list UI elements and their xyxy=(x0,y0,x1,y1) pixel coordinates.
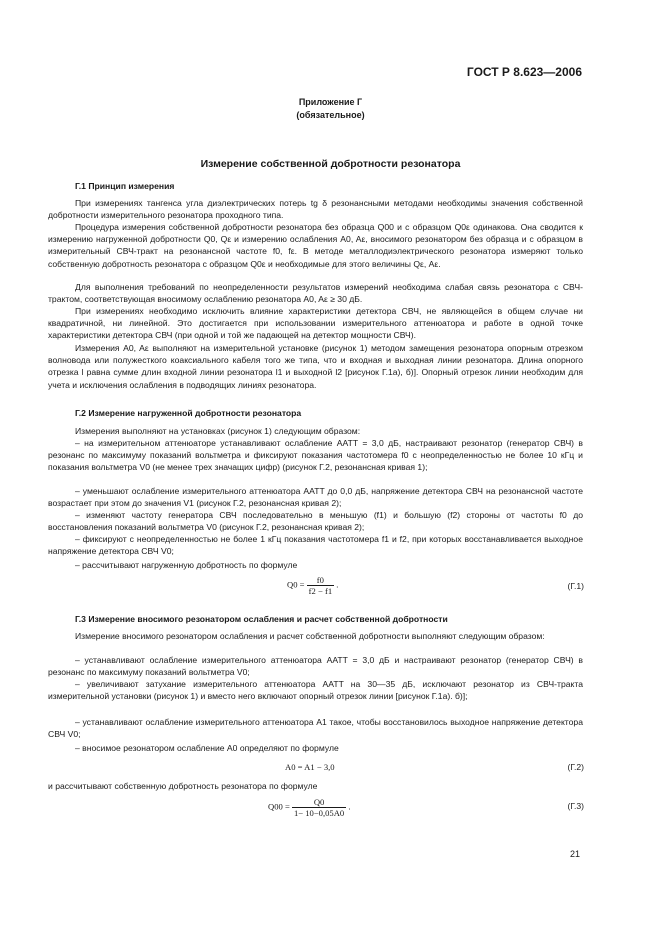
formula-denominator: f2 − f1 xyxy=(308,586,333,596)
standard-header: ГОСТ Р 8.623—2006 xyxy=(466,65,582,79)
formula-tail: . xyxy=(336,579,339,590)
paragraph: – изменяют частоту генератора СВЧ последовательно в меньшую (f1) и большую (f2) стороны от частоты f0 до восстановления показаний вольтметра V0 (рисунок Г.2, резонансная кривая 2); xyxy=(48,510,583,533)
paragraph: Процедура измерения собственной добротности резонатора без образца Q00 и с образцом Q0ε одинакова. Она сводится к измерению нагруженной добротности Q0, Qε и измерению ослабления A0, Aε, вносимого резонатором без образца и с образцом в измерительный СВЧ-тракт на резонансной частоте f0, fε. В методе металлодиэлектрического резонатора измеряют только собственную добротность резонатора с образцом Q0ε и необходимые для этого величины Qε, Aε. xyxy=(48,222,583,269)
main-title: Измерение собственной добротности резонатора xyxy=(200,158,461,170)
formula-g2: A0 = A1 − 3,0 xyxy=(285,762,335,772)
paragraph: Измерение вносимого резонатором ослабления и расчет собственной добротности выполняют следующим образом: xyxy=(75,631,545,641)
paragraph: – увеличивают затухание измерительного аттенюатора AATT на 30—35 дБ, исключают резонатор из СВЧ-тракта измерительной установки (рисунок 1) и вместо него включают опорный отрезок линии [рисунок Г.1а). б)]; xyxy=(48,679,583,702)
formula-fraction xyxy=(292,797,346,818)
formula-number-g2: (Г.2) xyxy=(567,762,584,772)
formula-numerator: f0 xyxy=(307,575,334,586)
formula-fraction xyxy=(307,575,334,596)
section-heading-g2: Г.2 Измерение нагруженной добротности резонатора xyxy=(75,408,302,418)
formula-g3 xyxy=(268,797,351,818)
appendix-title: Приложение Г xyxy=(298,97,363,107)
formula-lhs: Q00 = xyxy=(268,801,290,812)
section-heading-g1: Г.1 Принцип измерения xyxy=(75,181,175,191)
paragraph: – фиксируют с неопределенностью не более 1 кГц показания частотомера f1 и f2, при которых восстанавливается выходное напряжение детектора СВЧ V0; xyxy=(48,534,583,557)
formula-g1 xyxy=(287,575,338,596)
formula-number-g1: (Г.1) xyxy=(567,581,584,591)
section-heading-g3: Г.3 Измерение вносимого резонатором ослабления и расчет собственной добротности xyxy=(75,614,448,624)
formula-denominator: 1− 10−0,05A0 xyxy=(293,808,345,818)
paragraph: Для выполнения требований по неопределенности результатов измерений необходима слабая связь резонатора с СВЧ-трактом, соответствующая вносимому ослаблению резонатора A0, Aε ≥ 30 дБ. xyxy=(48,282,583,305)
formula-number-g3: (Г.3) xyxy=(567,801,584,811)
paragraph: При измерениях необходимо исключить влияние характеристики детектора СВЧ, не являющейся в общем случае ни квадратичной, ни линейной. Это достигается при использовании измерительного аттенюатора и работе в одной точке характеристики детектора СВЧ (при одной и той же падающей на детектор мощности СВЧ). xyxy=(48,306,583,341)
appendix-status: (обязательное) xyxy=(296,110,365,120)
paragraph: и рассчитывают собственную добротность резонатора по формуле xyxy=(48,781,318,791)
paragraph: – уменьшают ослабление измерительного аттенюатора AATT до 0,0 дБ, напряжение детектора СВЧ на резонансной частоте возрастает при этом до значения V1 (рисунок Г.2, резонансная кривая 2); xyxy=(48,486,583,509)
paragraph: – устанавливают ослабление измерительного аттенюатора AATT = 3,0 дБ и настраивают резонатор (генератор СВЧ) в резонанс по максимуму показаний вольтметра V0; xyxy=(48,655,583,678)
paragraph: – рассчитывают нагруженную добротность по формуле xyxy=(75,560,298,570)
formula-tail: . xyxy=(348,801,351,812)
page-number: 21 xyxy=(569,849,580,859)
paragraph: – на измерительном аттенюаторе устанавливают ослабление AATT = 3,0 дБ, настраивают резонатор (генератор СВЧ) в резонанс по максимуму показаний вольтметра и фиксируют показания частотомера f0 с неопределенностью не более 10 кГц и показания вольтметра V0 (не менее трех значащих цифр) (рисунок Г.2, резонансная кривая 1); xyxy=(48,438,583,473)
paragraph: – вносимое резонатором ослабление A0 определяют по формуле xyxy=(75,743,339,753)
formula-numerator: Q0 xyxy=(292,797,346,808)
paragraph: При измерениях тангенса угла диэлектрических потерь tg δ резонансными методами необходимы значения собственной добротности измерительного резонатора проходного типа. xyxy=(48,198,583,221)
formula-lhs: Q0 = xyxy=(287,579,305,590)
paragraph: – устанавливают ослабление измерительного аттенюатора A1 такое, чтобы восстановилось выходное напряжение детектора СВЧ V0; xyxy=(48,717,583,740)
paragraph: Измерения A0, Aε выполняют на измерительной установке (рисунок 1) методом замещения резонатора опорным отрезком волновода или полужесткого коаксиального кабеля того же типа, что и входная и выходная линии резонатора. Длина опорного отрезка l равна сумме длин входной линии резонатора l1 и выходной l2 [рисунок Г.1а), б)]. Опорный отрезок линии необходим для учета и исключения ослабления в подводящих линиях резонатора. xyxy=(48,343,583,390)
paragraph: Измерения выполняют на установках (рисунок 1) следующим образом: xyxy=(75,426,361,436)
